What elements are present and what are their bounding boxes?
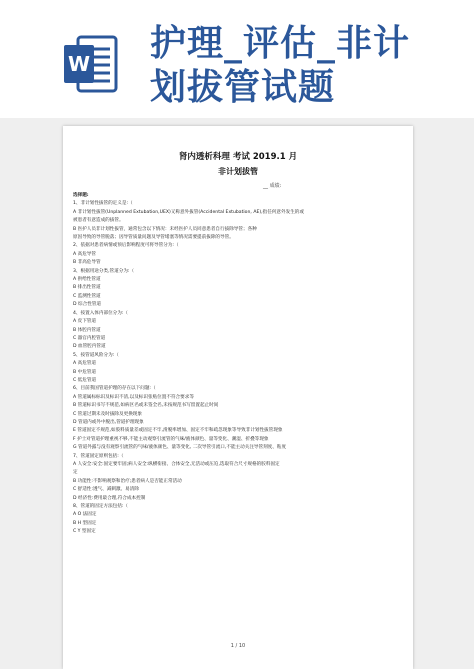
document-line: 原因导致的导管脱落；因导管质量问题及导管堵塞等情况需要提前拔除的导管。 xyxy=(73,235,234,241)
document-line: A 供给性管道 xyxy=(73,277,101,283)
document-line: C 器官内腔管道 xyxy=(73,335,106,341)
document-line: 3、根据用途分类,管道分为:（ xyxy=(73,268,135,274)
document-line: A 人安全:安全:固定要牢固;病人安全:纵横衔接、合体安全,无活动或压迫,选取符合尺寸规格的胶料固定 xyxy=(73,462,280,467)
document-line: D 血管腔内管道 xyxy=(73,344,106,350)
score-field: __ 成绩: xyxy=(263,183,282,189)
document-line: D 管道内或外中脱出,管道护理现象 xyxy=(73,419,144,425)
document-line: C 低危管道 xyxy=(73,377,97,383)
document-subheading: 非计划拔管 xyxy=(218,167,258,176)
document-line: A 高危导管 xyxy=(73,251,96,257)
document-line: A O 法固定 xyxy=(73,512,97,518)
document-line: 被患者有意造成的拔管。 xyxy=(73,218,124,224)
document-line: 选择题: xyxy=(73,193,89,198)
document-line: B 排出性管道 xyxy=(73,285,101,291)
document-line: B 非高危导管 xyxy=(73,260,101,266)
document-line: 2、依据对患者病情或预后影响程度可将导管分为:（ xyxy=(73,243,179,249)
document-line: 4、按置入体内部位分为:（ xyxy=(73,310,129,316)
document-line: 7、管道固定原则包括:（ xyxy=(73,453,124,459)
document-line: F 护士对管道护理重视不够,不能主动观察引流管的气味/液体颜色、量等变化、潮湿、折叠等现象 xyxy=(73,436,269,442)
svg-text:W: W xyxy=(67,52,91,76)
document-line: D 综合性管道 xyxy=(73,302,101,308)
word-document-icon xyxy=(62,33,120,95)
title-line-2: 划拔管试题 xyxy=(150,67,336,108)
document-line: A 高危管道 xyxy=(73,361,96,367)
document-line: E 管道固定不规范,如胶料质量差或固定不牢,滑脱率增加、固定不牢和疏忽现象等导致非计划性拔管现象 xyxy=(73,428,283,434)
document-line: B 医护人员非计划性拔管，通常包含以下情况：未经医护人员同意患者自行拔除导管；各种 xyxy=(73,226,257,232)
document-line: B 管道标识书写不规范,如病区名或未签全名,未按规范书写留置起止时间 xyxy=(73,403,219,409)
document-line: B 体腔内管道 xyxy=(73,327,101,333)
document-line: B 功能性:不影响观察和治疗;患者病人是否能正常活动 xyxy=(73,478,182,484)
document-page[interactable] xyxy=(63,126,413,669)
document-line: 1、非计划性拔管的定义是:（ xyxy=(73,201,133,207)
document-heading: 肾内透析科理 考试 2019.1 月 xyxy=(178,152,298,162)
header-banner xyxy=(0,0,474,118)
document-line: C 舒适性:透气、减刺激、易清除 xyxy=(73,487,139,493)
document-line: 定 xyxy=(73,470,78,476)
document-line: C 监测性管道 xyxy=(73,293,101,299)
document-line: G 管道外露与没有观察引流管的气味/液体颜色、量等变化, 二次导管引流口,不能主动关注导管刻度、粘度 xyxy=(73,445,287,451)
document-line: A 管道属标标识及标识不清,以及标识张贴位置不符合要求等 xyxy=(73,394,194,400)
document-line: 8、管道的固定方法包括:（ xyxy=(73,504,129,510)
document-line: A 非计划性拔管(Unplanned Extubation,UEX)又称意外拔管(Accidental Extubation, AE),指任何意外发生的或 xyxy=(73,209,304,215)
document-line: C 管道过期未及时拔除及更换现象 xyxy=(73,411,142,417)
document-line: 6、目前我国管道护理的存在以下问题:（ xyxy=(73,386,156,392)
question-list xyxy=(73,192,405,537)
page-title xyxy=(150,22,460,110)
document-line: C Y 型固定 xyxy=(73,529,96,535)
title-line-1: 护理_评估_非计 xyxy=(150,23,411,64)
document-line: D 经济性:费用最合理,符合成本控制 xyxy=(73,495,146,501)
document-line: 5、按管道风险分为:（ xyxy=(73,352,119,358)
document-line: A 皮下管道 xyxy=(73,319,96,325)
page-number: 1 / 10 xyxy=(230,643,246,649)
document-line: B H 型固定 xyxy=(73,520,97,526)
document-line: B 中危管道 xyxy=(73,369,96,375)
